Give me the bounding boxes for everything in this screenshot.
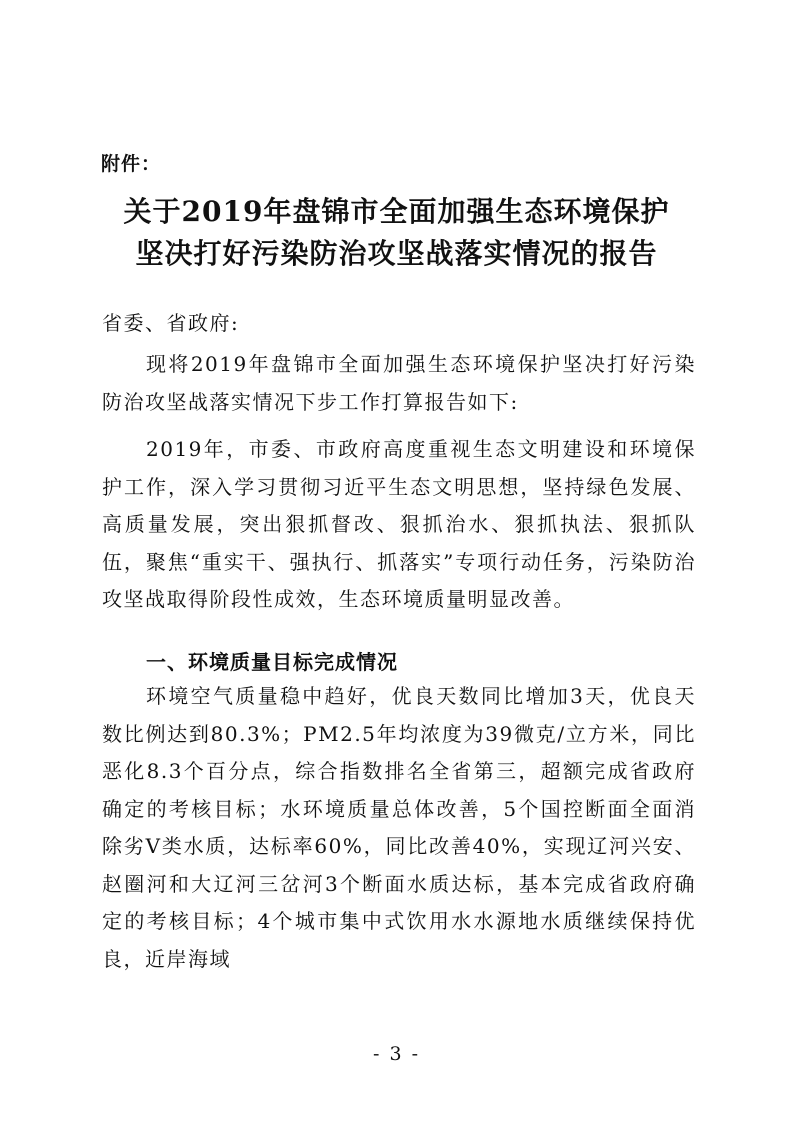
section-heading-1: 一、环境质量目标完成情况 bbox=[146, 650, 398, 674]
salutation: 省委、省政府: bbox=[102, 311, 240, 335]
intro-paragraph: 现将2019年盘锦市全面加强生态环境保护坚决打好污染防治攻坚战落实情况下步工作打算报告如下: bbox=[102, 352, 696, 414]
environment-quality-paragraph: 环境空气质量稳中趋好，优良天数同比增加3天，优良天数比例达到80.3%；PM2.5年均浓度为39微克/立方米，同比恶化8.3个百分点，综合指数排名全省第三，超额完成省政府确定的考核目标；水环境质量总体改善，5个国控断面全面消除劣V类水质，达标率60%，同比改善40%，实现辽河兴安、赵圈河和大辽河三岔河3个断面水质达标，基本完成省政府确定的考核目标；4个城市集中式饮用水水源地水质继续保持优良，近岸海域 bbox=[102, 684, 696, 971]
report-title-line-1: 关于2019年盘锦市全面加强生态环境保护 bbox=[123, 195, 670, 228]
overview-paragraph: 2019年，市委、市政府高度重视生态文明建设和环境保护工作，深入学习贯彻习近平生态文明思想，坚持绿色发展、高质量发展，突出狠抓督改、狠抓治水、狠抓执法、狠抓队伍，聚焦“重实干、强执行、抓落实”专项行动任务，污染防治攻坚战取得阶段性成效，生态环境质量明显改善。 bbox=[102, 437, 696, 611]
attachment-label: 附件： bbox=[101, 153, 162, 175]
report-title-line-2: 坚决打好污染防治攻坚战落实情况的报告 bbox=[135, 237, 658, 270]
page-number: - 3 - bbox=[372, 1043, 420, 1065]
